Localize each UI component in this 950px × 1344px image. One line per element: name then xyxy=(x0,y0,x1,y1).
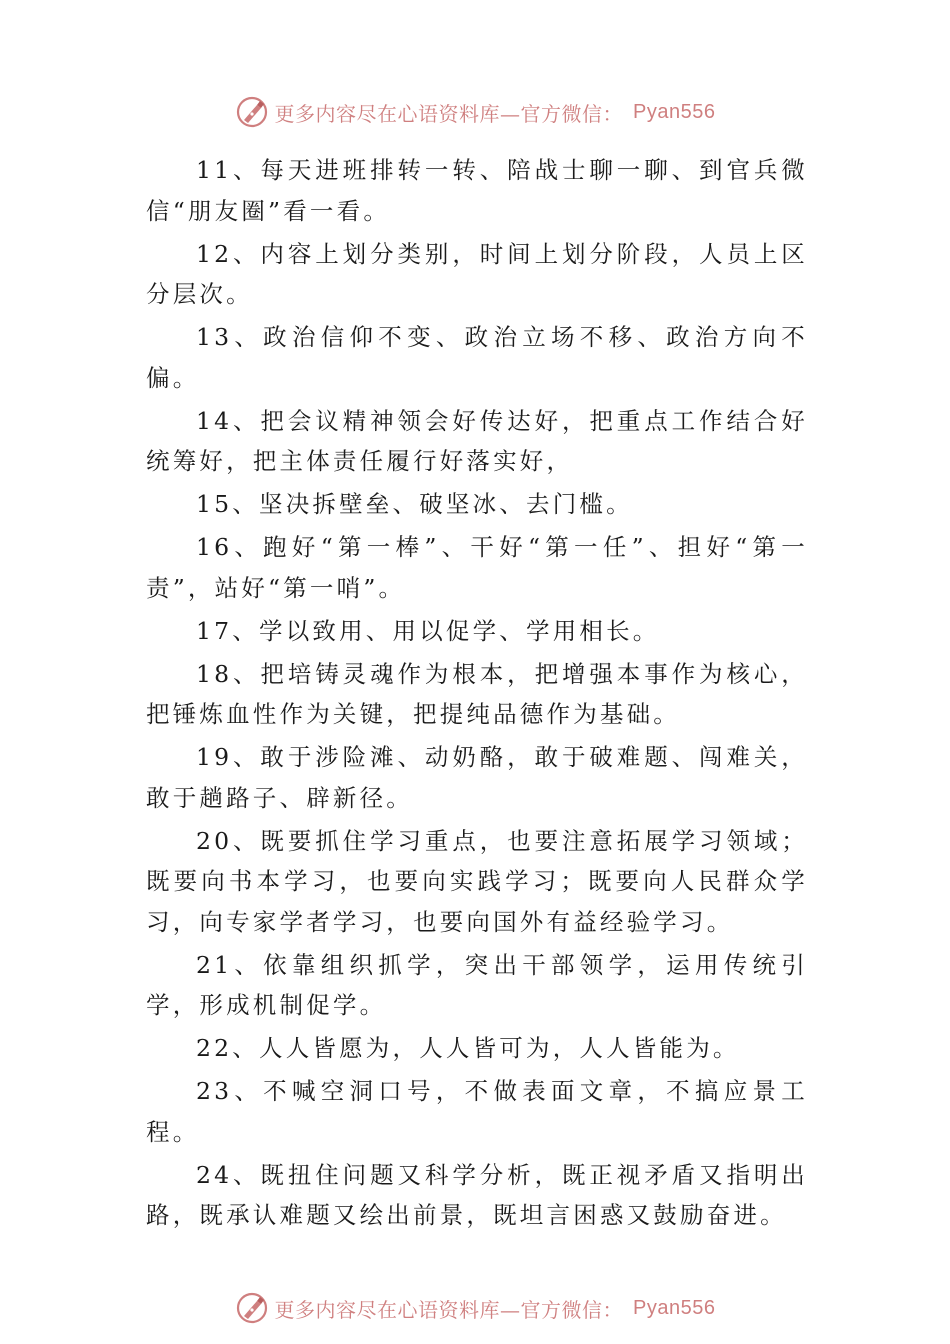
watermark-wechat-id: Pyan556 xyxy=(633,100,716,123)
paragraph-23: 23、不喊空洞口号，不做表面文章，不搞应景工程。 xyxy=(146,1077,808,1146)
document-body xyxy=(146,150,808,1236)
paragraph-15: 15、坚决拆壁垒、破坚冰、去门槛。 xyxy=(196,490,633,518)
paragraph-12: 12、内容上划分类别，时间上划分阶段，人员上区分层次。 xyxy=(146,239,808,308)
header-watermark xyxy=(0,95,950,129)
footer-watermark xyxy=(0,1291,950,1325)
paragraph-20: 20、既要抓住学习重点，也要注意拓展学习领域；既要向书本学习，也要向实践学习；既要向人民群众学习，向专家学者学习，也要向国外有益经验学习。 xyxy=(146,826,808,936)
pen-nib-logo-icon xyxy=(235,95,269,129)
paragraph-22: 22、人人皆愿为，人人皆可为，人人皆能为。 xyxy=(196,1034,740,1062)
paragraph-14: 14、把会议精神领会好传达好，把重点工作结合好统筹好，把主体责任履行好落实好， xyxy=(146,406,808,475)
paragraph-16: 16、跑好“第一棒”、干好“第一任”、担好“第一责”，站好“第一哨”。 xyxy=(146,533,808,602)
paragraph-19: 19、敢于涉险滩、动奶酪，敢于破难题、闯难关，敢于趟路子、辟新径。 xyxy=(146,743,808,812)
paragraph-13: 13、政治信仰不变、政治立场不移、政治方向不偏。 xyxy=(146,323,808,392)
watermark-wechat-id: Pyan556 xyxy=(633,1296,716,1319)
pen-nib-logo-icon xyxy=(235,1291,269,1325)
paragraph-11: 11、每天进班排转一转、陪战士聊一聊、到官兵微信“朋友圈”看一看。 xyxy=(146,156,808,225)
paragraph-17: 17、学以致用、用以促学、学用相长。 xyxy=(196,616,660,645)
paragraph-21: 21、依靠组织抓学，突出干部领学，运用传统引学，形成机制促学。 xyxy=(146,950,808,1019)
paragraph-24: 24、既扭住问题又科学分析，既正视矛盾又指明出路，既承认难题又绘出前景，既坦言困惑又鼓励奋进。 xyxy=(146,1160,808,1229)
watermark-text: 更多内容尽在心语资料库—官方微信： xyxy=(274,101,624,126)
watermark-text: 更多内容尽在心语资料库—官方微信： xyxy=(274,1297,624,1322)
paragraph-18: 18、把培铸灵魂作为根本，把增强本事作为核心，把锤炼血性作为关键，把提纯品德作为基础。 xyxy=(146,659,808,728)
